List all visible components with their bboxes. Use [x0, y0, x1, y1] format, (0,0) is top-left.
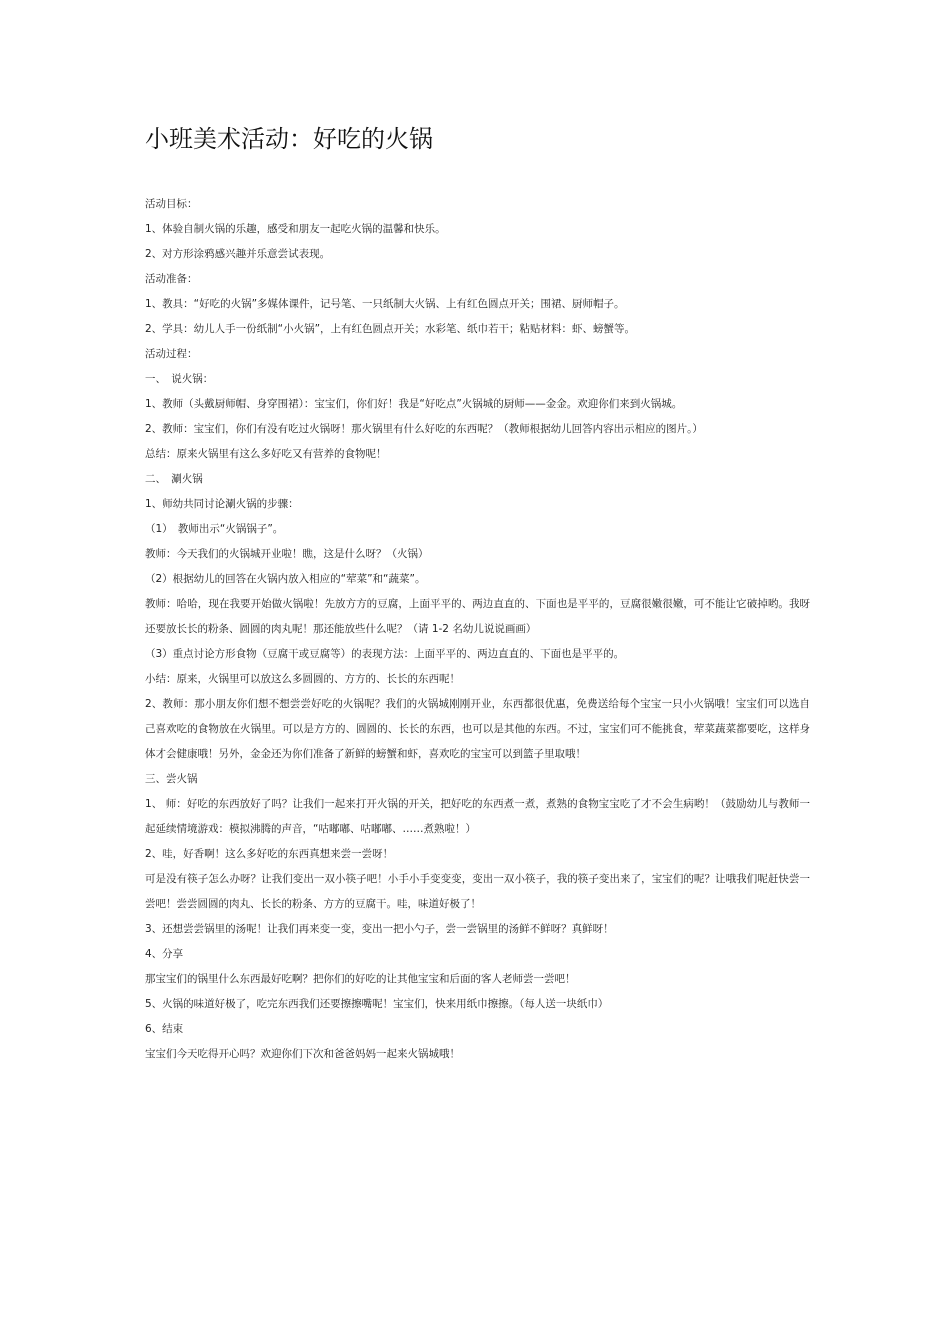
paragraph: 三、尝火锅 [145, 773, 198, 785]
paragraph: （3）重点讨论方形食物（豆腐干或豆腐等）的表现方法：上面平平的、两边直直的、下面也是平平的。 [145, 648, 625, 660]
paragraph: （1） 教师出示“火锅锅子”。 [145, 523, 284, 535]
paragraph: 2、对方形涂鸦感兴趣并乐意尝试表现。 [145, 248, 331, 260]
paragraph: 总结：原来火锅里有这么多好吃又有营养的食物呢！ [145, 448, 387, 460]
paragraph: 活动目标： [145, 198, 198, 210]
paragraph: 2、教师：那小朋友你们想不想尝尝好吃的火锅呢？我们的火锅城刚刚开业，东西都很优惠，免费送给每个宝宝一只小火锅哦！宝宝们可以选自己喜欢吃的食物放在火锅里。可以是方方的、圆圆的、长长的东西，也可以是其他的东西。不过，宝宝们可不能挑食，荤菜蔬菜都要吃，这样身体才会健康哦！另外，金金还为你们准备了新鲜的螃蟹和虾，喜欢吃的宝宝可以到篮子里取哦！ [145, 698, 810, 760]
paragraph: （2）根据幼儿的回答在火锅内放入相应的“荤菜”和“蔬菜”。 [145, 573, 426, 585]
paragraph: 2、学具：幼儿人手一份纸制“小火锅”，上有红色圆点开关；水彩笔、纸巾若干；粘贴材料：虾、螃蟹等。 [145, 323, 636, 335]
paragraph: 1、 师：好吃的东西放好了吗？让我们一起来打开火锅的开关，把好吃的东西煮一煮，煮熟的食物宝宝吃了才不会生病哟！（鼓励幼儿与教师一起延续情境游戏：模拟沸腾的声音，“咕嘟嘟、咕嘟嘟、……煮熟啦！） [145, 798, 810, 835]
paragraph: 2、教师：宝宝们，你们有没有吃过火锅呀！那火锅里有什么好吃的东西呢？（教师根据幼儿回答内容出示相应的图片。） [145, 423, 703, 435]
paragraph: 1、师幼共同讨论涮火锅的步骤： [145, 498, 299, 510]
paragraph: 1、教师（头戴厨师帽、身穿围裙）：宝宝们，你们好！我是“好吃点”火锅城的厨师——金金。欢迎你们来到火锅城。 [145, 398, 683, 410]
document-body [145, 192, 810, 1067]
paragraph: 教师：今天我们的火锅城开业啦！瞧，这是什么呀？（火锅） [145, 548, 429, 560]
paragraph: 宝宝们今天吃得开心吗？欢迎你们下次和爸爸妈妈一起来火锅城哦！ [145, 1048, 460, 1060]
paragraph: 2、哇，好香啊！这么多好吃的东西真想来尝一尝呀！ [145, 848, 394, 860]
paragraph: 3、还想尝尝锅里的汤呢！让我们再来变一变，变出一把小勺子，尝一尝锅里的汤鲜不鲜呀？真鲜呀！ [145, 923, 614, 935]
paragraph: 可是没有筷子怎么办呀？让我们变出一双小筷子吧！小手小手变变变，变出一双小筷子，我的筷子变出来了，宝宝们的呢？让哦我们呢赶快尝一尝吧！尝尝圆圆的肉丸、长长的粉条、方方的豆腐干。哇，味道好极了！ [145, 873, 810, 910]
paragraph: 那宝宝们的锅里什么东西最好吃啊？把你们的好吃的让其他宝宝和后面的客人老师尝一尝吧！ [145, 973, 576, 985]
paragraph: 二、 涮火锅 [145, 473, 203, 485]
paragraph: 4、分享 [145, 948, 184, 960]
paragraph: 1、体验自制火锅的乐趣，感受和朋友一起吃火锅的温馨和快乐。 [145, 223, 446, 235]
paragraph: 小结：原来，火锅里可以放这么多圆圆的、方方的、长长的东西呢！ [145, 673, 460, 685]
paragraph: 教师：哈哈，现在我要开始做火锅啦！先放方方的豆腐，上面平平的、两边直直的、下面也是平平的，豆腐很嫩很嫩，可不能让它破掉哟。我呀还要放长长的粉条、圆圆的肉丸呢！那还能放些什么呢？（请 1-2 名幼儿说说画画） [145, 598, 810, 635]
paragraph: 活动过程： [145, 348, 198, 360]
paragraph: 1、教具：“好吃的火锅”多媒体课件，记号笔、一只纸制大火锅、上有红色圆点开关；围裙、厨师帽子。 [145, 298, 625, 310]
document-title: 小班美术活动：好吃的火锅 [145, 125, 433, 153]
paragraph: 6、结束 [145, 1023, 184, 1035]
paragraph: 5、火锅的味道好极了，吃完东西我们还要擦擦嘴呢！宝宝们，快来用纸巾擦擦。（每人送一块纸巾） [145, 998, 609, 1010]
paragraph: 活动准备： [145, 273, 198, 285]
paragraph: 一、 说火锅： [145, 373, 214, 385]
